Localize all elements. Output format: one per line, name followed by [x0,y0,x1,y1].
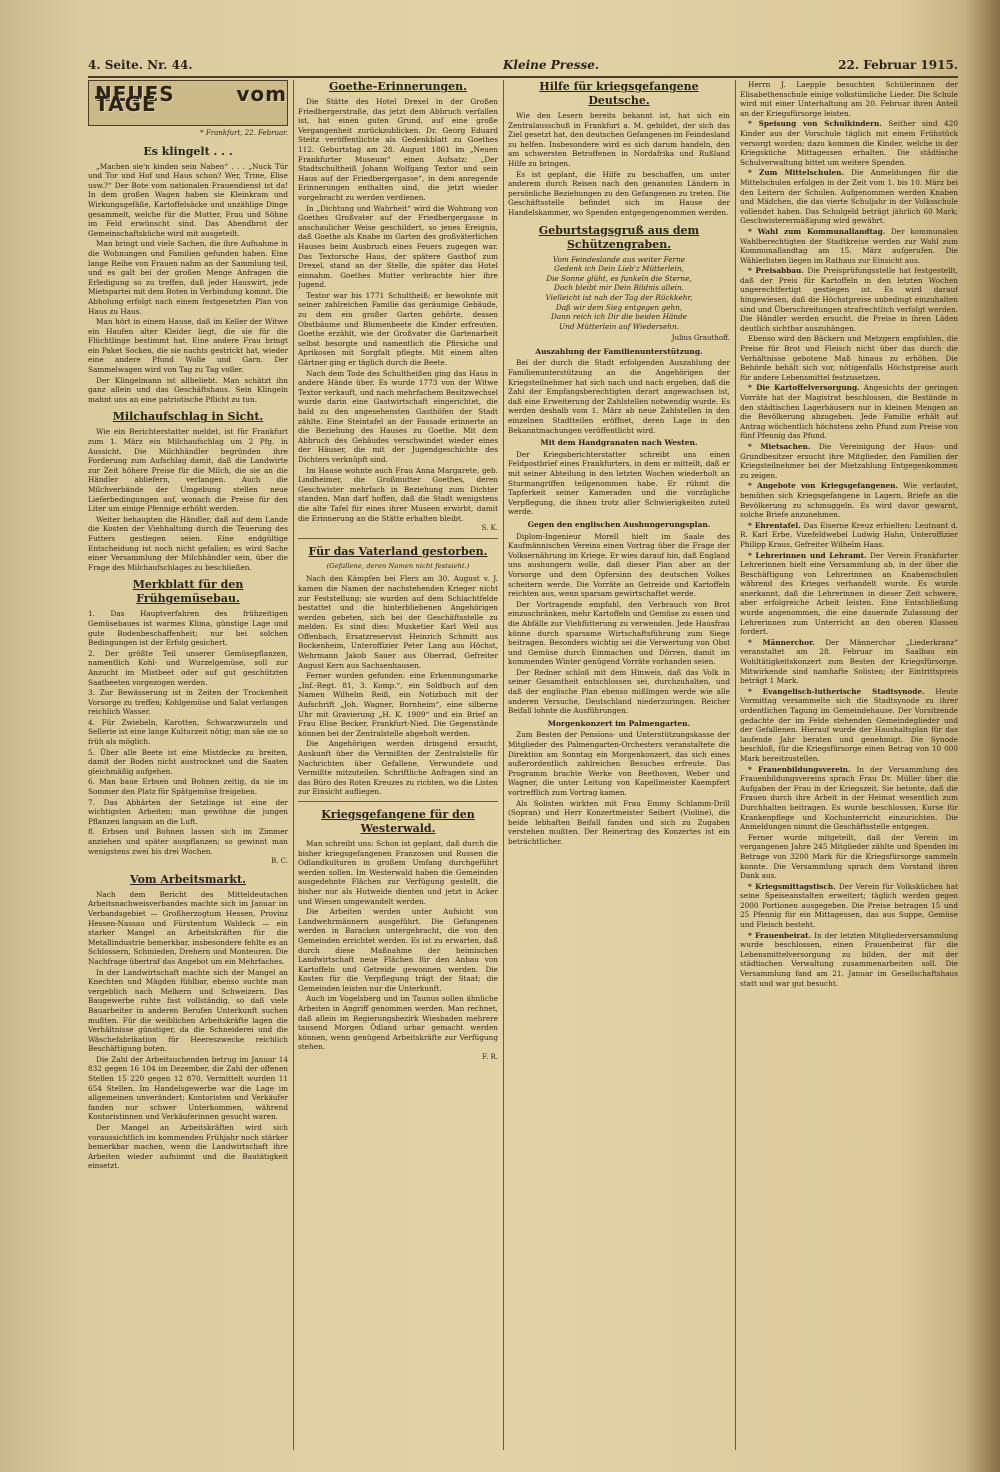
paragraph: In der letzten Mitgliederversammlung wurde beschlossen, einen Frauenbeirat für die Lebensmittelversorgung zu bilden, der mit der städtischen Verwaltung zusammenarbeiten soll. Die Versammlung fand am 21. Januar im Gesellschaftshaus statt und war gut besucht. [740,930,958,988]
section-rule [298,801,498,802]
paragraph: Die Zahl der Arbeitsuchenden betrug im Januar 14 832 gegen 16 104 im Dezember, die Zahl der offenen Stellen 15 220 gegen 12 870. Vermittelt wurden 11 654 Stellen. Im Handelsgewerbe war die Lage im allgemeinen unverändert; Kontoristen und Verkäufer fanden nur schwer Unterkommen, während Kontoristinnen und Verkäuferinnen gesucht waren. [88,1054,288,1122]
list-item: 5. Über alle Beete ist eine Mistdecke zu breiten, damit der Boden nicht austrocknet und die Saaten gleichmäßig aufgehen. [88,747,288,776]
item-heading: * Preisabbau. [748,266,804,276]
column-1 [88,80,288,1452]
paragraph: „Machen sie'n kinden sein Naben“ . . . „Nuck Tür und Tor und Hof und Haus schon? Wer, Trine, Elise usw.?“ Der Bote vom nationalen Frauendienst ist da! In dem großen Wagen haben sie Kleinkram und Wirkungsgefäße, Kartoffelsäcke und unzählige Dinge gesammelt, welche für die Mutter, Frau und Söhne im Feld erwünscht sind. Das Abendbrot der Gemeinschaftsküche wird mit ausgeteilt. [88,161,288,238]
paragraph: Der Vortragende empfahl, den Verbrauch von Brot einzuschränken, mehr Kartoffeln und Gemüse zu essen und die Abfälle zur Viehfütterung zu verwenden. Jede Hausfrau könne durch sparsame Wirtschaftsführung zum Siege beitragen. Besonders wichtig sei die Verwertung von Obst und Gemüse durch Einmachen und Dörren, damit im kommenden Winter genügend Vorräte vorhanden seien. [508,599,730,667]
subheadline: (Gefallene, deren Namen nicht festsieht.) [326,561,470,570]
paragraph: Das Eiserne Kreuz erhielten: Leutnant d. R. Karl Erbe, Vizefeldwebel Ludwig Hahn, Unteroffizier Philipp Kraus, Gefreiter Wilhelm Haas. [740,520,958,549]
page-header [88,58,958,78]
paragraph: Ferner wurde mitgeteilt, daß der Verein im vergangenen Jahre 245 Mitglieder zählte und Spenden im Betrage von 3200 Mark für die Kriegsfürsorge sammeln konnte. Die Versammlung sprach dem Vorstand ihren Dank aus. [740,832,958,881]
paragraph: Der kommunalen Wahlberechtigten der Stadtkreise werden zur Wahl zum Kommunallandtag am 15. März aufgerufen. Die Wählerlisten liegen im Rathaus zur Einsicht aus. [740,226,958,265]
paragraph: Der Verein Frankfurter Lehrerinnen hielt eine Versammlung ab, in der über die Beschäftigung von Lehrerinnen an Knabenschulen während des Krieges verhandelt wurde. Es wurde anerkannt, daß die Lehrerinnen in dieser Zeit schwere, aber erfolgreiche Arbeit leisten. Eine Entschließung wurde angenommen, die eine dauernde Zulassung der Lehrerinnen zum Unterricht an den oberen Klassen fordert. [740,550,958,637]
item-heading: * Ehrentafel. [748,520,801,530]
item-heading: * Evangelisch-lutherische Stadtsynode. [748,686,925,696]
paragraph: Nach den Kämpfen bei Flers am 30. August v. J. kamen die Namen der nachstehenden Krieger nicht zur Feststellung; sie wurden auf dem Schlachtfelde bestattet und die hinterbliebenen Angehörigen werden gebeten, sich bei der Geschäftsstelle zu melden. Es sind dies: Musketier Karl Weil aus Offenbach, Ersatzreservist Heinrich Schmitt aus Bockenheim, Unteroffizier Peter Lang aus Höchst, Wehrmann Jakob Sauer aus Oberrad, Gefreiter August Kern aus Sachsenhausen. [298,574,498,670]
paragraph: Der Verein für Volksküchen hat seine Speiseanstalten erweitert; täglich werden gegen 2000 Portionen ausgegeben. Die Preise betragen 15 und 25 Pfennig für ein Mittagessen, das aus Suppe, Gemüse und Fleisch besteht. [740,881,958,930]
paragraph: Nach dem Bericht des Mitteldeutschen Arbeitsnachweisverbandes machte sich im Januar im Verbandsgebiet — Großherzogtum Hessen, Provinz Hessen-Nassau und Fürstentum Waldeck — ein starker Mangel an Arbeitskräften für die Metallindustrie bemerkbar, insbesondere fehlte es an Schlossern, Schmieden, Drehern und Monteuren. Die Nachfrage übertraf das Angebot um ein Mehrfaches. [88,889,288,966]
dateline: * Frankfurt, 22. Februar. [200,129,288,137]
item-heading: * Kriegsmittagstisch. [748,881,836,891]
column-divider [735,80,736,1450]
subheadline: Mit dem Handgranaten nach Westen. [540,438,698,448]
paragraph: Zum Besten der Pensions- und Unterstützungskasse der Mitglieder des Palmengarten-Orchesters veranstaltete die Direktion am Sonntag ein Morgenkonzert, das sich eines außerordentlich zahlreichen Besuches erfreute. Das Programm brachte Werke von Beethoven, Weber und Wagner, die unter Leitung von Kapellmeister Kaempfert vortrefflich zum Vortrag kamen. [508,730,730,797]
paragraph: Man hört in einem Hause, daß im Keller der Witwe ein Haufen alter Kleider liegt, die sie für die Flüchtlinge bestimmt hat. Eine andere Frau bringt ein Paket Socken, die sie nachts gestrickt hat, wieder eine andere Pfund Wolle und Garn. Der Sammelwagen wird von Tag zu Tag voller. [88,317,288,375]
paragraph: Angesichts der geringen Vorräte hat der Magistrat beschlossen, die Bestände in den städtischen Lagerhäusern nur in kleinen Mengen an die Bevölkerung abzugeben. Jede Familie erhält auf Antrag wöchentlich höchstens zehn Pfund zum Preise von fünf Pfennig das Pfund. [740,383,958,441]
paragraph: Die Preisprüfungsstelle hat festgestellt, daß der Preis für Kartoffeln in den letzten Wochen ungerechtfertigt gestiegen ist. Es wird darauf hingewiesen, daß die Höchstpreise unbedingt einzuhalten sind und Überschreitungen strafrechtlich verfolgt werden. Die Händler werden ersucht, die Preise in ihren Läden deutlich sichtbar auszuhängen. [740,266,958,333]
poem: Vom Feindeslande aus weiter Ferne Gedenk ich Dein Lieb'z Mütterlein, Die Sonne glüht, es funkeln die Sterne, Doch bleibt mir Dein Bildnis allein. Vielleicht ist nah der Tag der Rückkehr, Daß wir dem Sieg entgegen gehn, Dann reich ich Dir die beiden Hände Und Mütterlein auf Wiedersehn. [545,254,693,331]
list-item: 1. Das Hauptverfahren des frühzeitigen Gemüsebaues ist warmes Klima, günstige Lage und gute Bodenbeschaffenheit; nur bei solchen Bedingungen ist der Erfolg gesichert. [88,609,288,648]
item-heading: * Speisung von Schulkindern. [748,119,882,129]
subheadline: Gegen den englischen Aushungerungsplan. [527,519,711,529]
paragraph: Bei der durch die Stadt erfolgenden Auszahlung der Familienunterstützung an die Angehörigen der Kriegsteilnehmer hat sich nach und nach ergeben, daß die Zahl der Empfangsberechtigten derart angewachsen ist, daß eine Erweiterung der Zahlstellen notwendig wurde. Es werden deshalb vom 1. März ab neue Zahlstellen in den einzelnen Stadtteilen eröffnet, deren Lage in den Bekanntmachungen veröffentlicht wird. [508,358,730,435]
column-2 [298,80,498,1452]
paragraph: Der Männerchor „Liederkranz“ veranstaltet am 28. Februar im Saalbau ein Wohltätigkeitskonzert zum Besten der Kriegsfürsorge. Mitwirkende sind namhafte Solisten; der Eintrittspreis beträgt 1 Mark. [740,637,958,686]
paragraph: Man schreibt uns: Schon ist geplant, daß durch die bisher kriegsgefangenen Franzosen und Russen die Odlandkulturen in großem Umfang durchgeführt werden sollen. Im Westerwald haben die Gemeinden ausgedehnte Flächen zur Verfügung gestellt, die bisher nur als Hutweide dienten und jetzt in Acker und Wiesen umgewandelt werden. [298,838,498,906]
column-divider [293,80,294,1450]
headline-arbeitsmarkt: Vom Arbeitsmarkt. [130,872,246,886]
paragraph: Die Vereinigung der Haus- und Grundbesitzer ersucht ihre Mitglieder, den Familien der Kriegsteilnehmer bei der Mietzahlung Entgegenkommen zu zeigen. [740,441,958,480]
item-heading: * Frauenbeirat. [748,930,812,940]
paragraph: Der Redner schloß mit dem Hinweis, daß das Volk in seiner Gesamtheit entschlossen sei, durchzuhalten, und daß der englische Plan ebenso mißlingen werde wie alle anderen Versuche, Deutschland niederzuringen. Reicher Beifall lohnte die Ausführungen. [508,667,730,716]
numbered-list [88,609,288,856]
headline-milchaufschlag: Milchaufschlag in Sicht. [112,410,264,424]
headline-goethe: Goethe-Erinnerungen. [328,80,468,93]
item-heading: * Zum Mittelschulen. [748,168,845,178]
paragraph: Ferner wurden gefunden: eine Erkennungsmarke „Inf.-Regt. 81, 3. Komp.“, ein Soldbuch auf den Namen Wilhelm Reiß, ein Notizbuch mit der Aufschrift „Joh. Wagner, Bornheim“, eine silberne Uhr mit Gravierung „H. K. 1909“ und ein Brief an Frau Elise Becker, Frankfurt-Nied. Die Gegenstände können bei der Zentralstelle abgeholt werden. [298,671,498,738]
signature: F. R. [482,1053,498,1062]
item-heading: * Frauenbildungsverein. [748,764,851,774]
headline-klingelt: Es klingelt . . . [143,144,233,158]
section-logo [88,80,288,126]
paragraph: Der Mangel an Arbeitskräften wird sich voraussichtlich im kommenden Frühjahr noch stärker bemerkbar machen, wenn die Landwirtschaft ihre Arbeiten wieder aufnimmt und die Bautätigkeit einsetzt. [88,1123,288,1171]
paragraph: Diplom-Ingenieur Morell hielt im Saale des Kaufmännischen Vereins einen Vortrag über die Frage der Volksernährung im Kriege. Er wies darauf hin, daß England uns aushungern wolle, daß dieser Plan aber an der Vorsorge und dem Opfersinn des deutschen Volkes scheitern werde. Die Vorräte an Getreide und Kartoffeln reichten aus, wenn sparsam gewirtschaftet werde. [508,531,730,599]
item-heading: * Mietsachen. [748,441,811,451]
newspaper-name: Kleine Presse. [503,58,600,72]
paragraph: Die Angehörigen werden dringend ersucht, Auskunft über die Vermißten der Zentralstelle für Nachrichten über Gefallene, Verwundete und Vermißte mitzuteilen. Schriftliche Anfragen sind an das Büro des Roten Kreuzes zu richten, wo die Listen zur Einsicht aufliegen. [298,739,498,797]
paragraph: Herrn J. Laepple besuchten Schülerinnen der Elisabethenschule einige volkstümliche Lieder. Die Schule wird mit einer Unterhaltung am 20. Februar ihren Anteil an der Kriegsfürsorge leisten. [740,80,958,118]
headline-vaterland: Für das Vaterland gestorben. [308,544,488,558]
paragraph: Seither sind 420 Kinder aus der Vorschule täglich mit einem Frühstück versorgt worden; dazu kommen die Kinder, welche in der Kriegsküche Mittagessen erhalten. Die städtische Schulverwaltung bittet um weitere Spenden. [740,119,958,167]
headline-westerwald: Kriegsgefangene für den Westerwald. [321,807,475,835]
column-4 [740,80,958,1452]
subheadline: Auszahlung der Familienunterstützung. [535,346,703,356]
signature: Julius Grauthoff. [671,334,730,343]
paragraph: In der Landwirtschaft machte sich der Mangel an Knechten und Mägden fühlbar, ebenso suchte man vergeblich nach Melkern und Schweizern. Das Baugewerbe ruhte fast vollständig, so daß viele Bauarbeiter in anderen Berufen Unterkunft suchen mußten. Für die weiblichen Arbeitskräfte lagen die Verhältnisse günstiger, da die Schneiderei und die Wäschefabrikation für Heereszwecke reichlich Beschäftigung boten. [88,967,288,1054]
signature: S. K. [481,524,498,533]
paragraph: Die Stätte des Hotel Drexel in der Großen Friedbergerstraße, das jetzt dem Abbruch verfallen ist, hat einen guten Grund, auf eine große Vergangenheit zurückzublicken. Dr. Georg Eduard Steitz veröffentlichte als Gedenkblatt zu Goethes 112. Geburtstag am 28. August 1861 im „Neuen Frankfurter Museum“ einen Aufsatz: „Der Stadtschultheiß Johann Wolfgang Textor und sein Haus auf der Friedbergergasse“, in dem anregende Erinnerungen enthalten sind, die jetzt wieder vorgebracht zu werden verdienen. [298,97,498,202]
subheadline: Morgenkonzert im Palmengarten. [547,718,691,728]
paragraph: Als Solisten wirkten mit Frau Emmy Schlamm-Drill (Sopran) und Herr Konzertmeister Seibert (Violine), die beide lebhaften Beifall fanden und sich zu Zugaben verstehen mußten. Der Reinertrag des Konzertes ist ein beträchtlicher. [508,798,730,846]
list-item: 3. Zur Bewässerung ist in Zeiten der Trockenheit Vorsorge zu treffen; Kohlgemüse und Salat verlangen reichlich Wasser. [88,688,288,717]
paragraph: Der Kriegsberichterstatter schreibt uns einen Feldpostbrief eines Frankfurters, in dem er mitteilt, daß er mit seiner Abteilung in den letzten Wochen wiederholt an Sturmangriffen teilgenommen habe. Er rühmt die Tapferkeit seiner Kameraden und die vorzügliche Verpflegung, die ihnen trotz aller Schwierigkeiten zuteil werde. [508,449,730,517]
column-3 [508,80,730,1452]
column-divider [503,80,504,1450]
issue-date: 22. Februar 1915. [838,58,958,72]
headline-merkblatt: Merkblatt für den Frühgemüsebau. [132,578,244,606]
paragraph: Weiter behaupten die Händler, daß auf dem Lande die Kosten der Viehhaltung durch die Teuerung des Futters gestiegen seien. Eine endgültige Entscheidung ist noch nicht gefallen; es wird Sache einer Versammlung der Milchhändler sein, über die Frage des Milchaufschlages zu beschließen. [88,514,288,572]
paragraph: Auch im Vogelsberg und im Taunus sollen ähnliche Arbeiten in Angriff genommen werden. Man rechnet, daß allein im Regierungsbezirk Wiesbaden mehrere tausend Morgen Ödland urbar gemacht werden können, wenn genügend Arbeitskräfte zur Verfügung stehen. [298,994,498,1052]
paragraph: Im Hause wohnte auch Frau Anna Margarete, geb. Lindheimer, die Großmutter Goethes, deren Geschwister mehrfach in Beziehung zum Dichter standen. Man darf hoffen, daß die Stadt wenigstens die alte Tafel für eines ihrer Museen erwirbt, damit die Erinnerung an die Stätte erhalten bleibt. [298,465,498,523]
paragraph: Es ist geplant, die Hilfe zu beschaffen, um unter anderem durch Reisen nach den genannten Ländern in persönliche Beziehungen zu den Gefangenen zu treten. Die Geschäftsstelle befindet sich im Hause der Handelskammer, wo Spenden entgegengenommen werden. [508,169,730,217]
paragraph: Wie verlautet, bemühen sich Kriegsgefangene in Lagern, Briefe an die Bevölkerung zu schmuggeln. Es wird davor gewarnt, solche Briefe anzunehmen. [740,481,958,520]
paragraph: Ebenso wird den Bäckern und Metzgern empfohlen, die Preise für Brot und Fleisch nicht über das durch die Verhältnisse gebotene Maß hinaus zu erhöhen. Die Behörde behält sich vor, nötigenfalls Höchstpreise auch für andere Lebensmittel festzusetzen. [740,334,958,382]
paragraph: In der Versammlung des Frauenbildungsvereins sprach Frau Dr. Müller über die Aufgaben der Frau in der Kriegszeit. Sie betonte, daß die Frauen durch ihre Arbeit in der Heimat wesentlich zum Durchhalten beitragen. Es wurde beschlossen, Kurse für Krankenpflege und Kochunterricht einzurichten. Die Anmeldungen nimmt die Geschäftsstelle entgegen. [740,764,958,832]
item-heading: * Die Kartoffelversorgung. [748,383,860,393]
page-number: 4. Seite. Nr. 44. [88,58,193,72]
section-logo-text: NEUES vom TAGE [95,82,287,116]
list-item: 7. Das Abhärten der Setzlinge ist eine der wichtigsten Arbeiten; man gewöhne die jungen Pflanzen langsam an die Luft. [88,797,288,826]
list-item: 6. Man baue Erbsen und Bohnen zeitig, da sie im Sommer den Platz für Spätgemüse freigeben. [88,777,288,797]
section-rule [298,538,498,539]
item-heading: * Angebote von Kriegsgefangenen. [748,481,899,491]
paragraph: Nach dem Tode des Schultheißen ging das Haus in andere Hände über. Es wurde 1773 von der Witwe Textor verkauft, und nach mehrfachem Besitzwechsel wurde darin eine Gastwirtschaft eingerichtet, die bald zu den angesehensten Gasthöfen der Stadt zählte. Eine Steintafel an der Fassade erinnerte an die Beziehung des Hauses zu Goethe. Mit dem Abbruch des Gebäudes verschwindet wieder eines der Häuser, die mit der Jugendgeschichte des Dichters verknüpft sind. [298,368,498,464]
item-heading: * Männerchor. [748,637,815,647]
paragraph: Die Arbeiten werden unter Aufsicht von Landwehrmännern ausgeführt. Die Gefangenen werden in Baracken untergebracht, die von den Gemeinden errichtet werden. Es ist zu erwarten, daß durch diese Maßnahme der heimischen Landwirtschaft neue Flächen für den Anbau von Kartoffeln und Getreide gewonnen werden. Die Kosten für die Verpflegung trägt der Staat; die Gemeinden leisten nur die Unterkunft. [298,907,498,993]
paragraph: Die Anmeldungen für die Mittelschulen erfolgen in der Zeit vom 1. bis 10. März bei den Leitern der Schulen. Aufgenommen werden Knaben und Mädchen, die das vierte Schuljahr in der Volksschule vollendet haben. Das Schulgeld beträgt jährlich 60 Mark; Geschwisterermäßigung wird gewährt. [740,168,958,226]
list-item: 4. Für Zwiebeln, Karotten, Schwarzwurzeln und Sellerie ist eine lange Kulturzeit nötig; man säe sie so früh als möglich. [88,717,288,747]
paragraph: In „Dichtung und Wahrheit“ wird die Wohnung von Goethes Großvater auf der Friedbergergasse in anschaulicher Weise geschildert, so jenes Ereignis, daß Goethe als Knabe im Garten des großväterlichen Hauses beim Ausbruch eines Feuers zugegen war. Das Textorsche Haus, der spätere Gasthof zum Drexel, stand an der Stelle, die später das Hotel einnahm. Goethes Mutter verbrachte hier ihre Jugend. [298,203,498,290]
paragraph: Man bringt und viele Sachen, die ihre Aufnahme in die Wohnungen und Familien gefunden haben. Eine lange Reihe von Frauen nahm an der Sammlung teil, und es galt bei der großen Menge Anfragen die Erledigung so zu treffen, daß jeder Hauswirt, jede Mietspartei mit dem Boten in Verbindung kommt. Die Abholung erfolgt nach einem festgesetzten Plan von Haus zu Haus. [88,239,288,316]
paragraph: Textor war bis 1771 Schultheiß; er bewohnte mit seiner zahlreichen Familie das geräumige Gebäude, zu dem ein großer Garten gehörte, dessen Obstbäume und Blumenbeete die Kinder erfreuten. Goethe erzählt, wie der Großvater die Gartenarbeit selbst besorgte und namentlich die Pfirsiche und Aprikosen mit Sorgfalt pflegte. Mit einem alten Gärtner ging er täglich durch die Beete. [298,290,498,368]
item-heading: * Lehrerinnen und Lehramt. [748,550,867,560]
paragraph: Wie ein Berichterstatter meldet, ist für Frankfurt zum 1. März ein Milchaufschlag um 2 Pfg. in Aussicht. Die Milchhändler begründen ihre Forderung zum Aufschlag damit, daß die Landwirte zur Zeit höhere Preise für die Milch, die sie an die Händler abliefern, verlangen. Auch die Milchverbände der Umgebung stellen neue Lieferbedingungen auf, wonach die Preise für den Liter um einige Pfennige erhöht werden. [88,427,288,514]
item-heading: * Wahl zum Kommunallandtag. [748,226,886,236]
signature: B. C. [271,857,288,866]
paragraph: Wie den Lesern bereits bekannt ist, hat sich ein Zentralausschuß in Frankfurt a. M. gebildet, der sich das Ziel gesetzt hat, den deutschen Gefangenen im Feindesland zu helfen. Insbesondere wird es sich darum handeln, den am schwersten Betroffenen in Nordafrika und Rußland Hilfe zu bringen. [508,111,730,168]
paragraph: Heute Vormittag versammelte sich die Stadtsynode zu ihrer ordentlichen Tagung im Gemeindehause. Der Vorsitzende gedachte der im Felde stehenden Gemeindeglieder und der Gefallenen. Hierauf wurde der Haushaltsplan für das laufende Jahr beraten und genehmigt. Die Synode beschloß, für die Kriegsfürsorge einen Betrag von 10 000 Mark bereitzustellen. [740,686,958,763]
list-item: 8. Erbsen und Bohnen lassen sich im Zimmer anziehen und später auspflanzen; so gewinnt man wenigstens zwei bis drei Wochen. [88,827,288,856]
header-rule [88,76,958,78]
list-item: 2. Der größte Teil unserer Gemüsepflanzen, namentlich Kohl- und Wurzelgemüse, soll zur Anzucht im Mistbeet oder auf gut geschützten Saatbeeten vorgezogen werden. [88,648,288,687]
headline-kriegsgefangene: Hilfe für kriegsgefangene Deutsche. [539,80,699,107]
paragraph: Der Klingelmann ist allbeliebt. Man schätzt ihn ganz allein und das Geschäftshaus. Sein Klingeln mahnt uns an eine patriotische Pflicht zu tun. [88,375,288,404]
headline-geburtstagsgruss: Geburtstagsgruß aus dem Schützengraben. [538,223,700,251]
